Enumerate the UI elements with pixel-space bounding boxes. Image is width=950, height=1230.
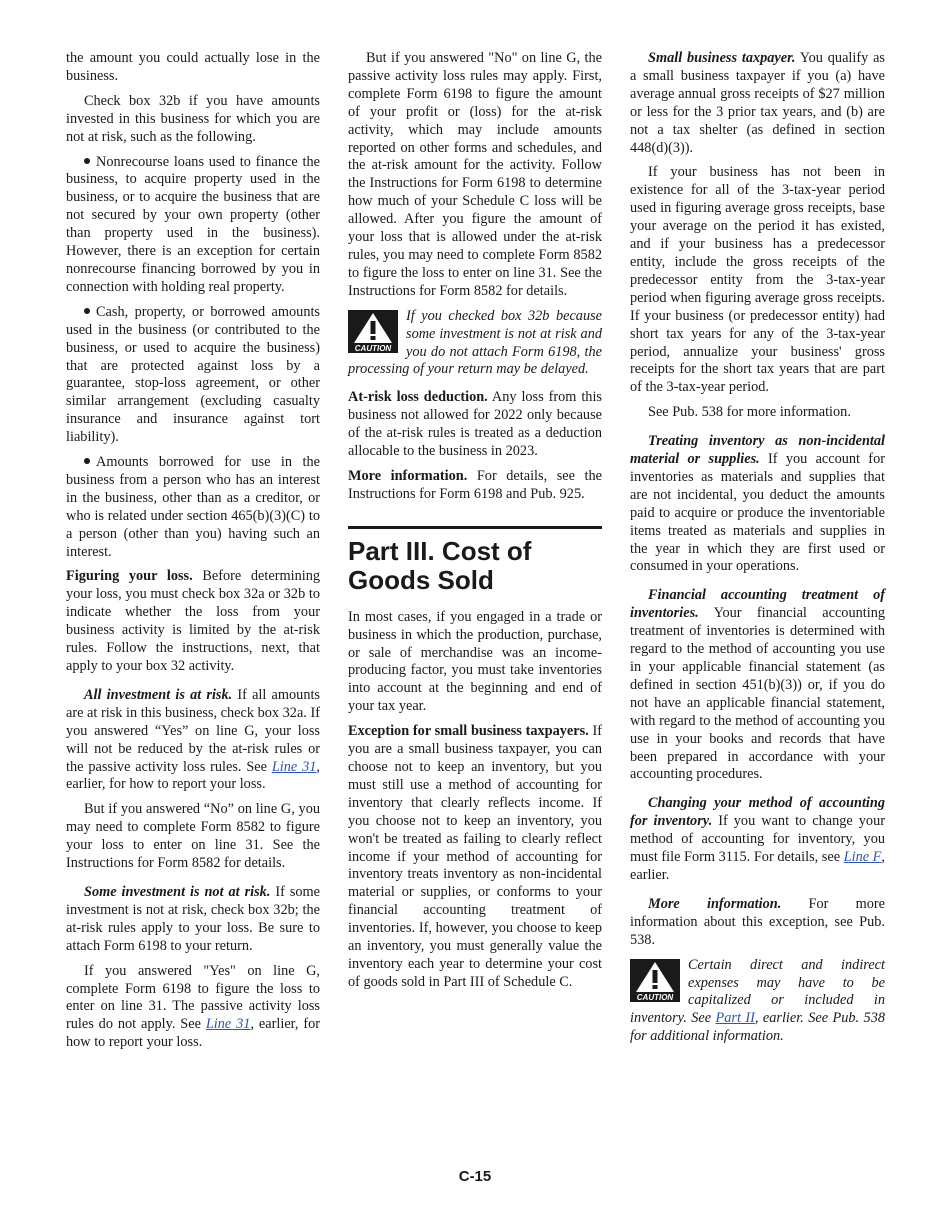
paragraph: If your business has not been in existence for all of the 3-tax-year period used in figuring average gross receipts, base your average on the period it has existed, and if your business has a predecessor entity, include the gross receipts of the predecessor entity from the 3-tax-year period when figuring average gross receipts. If your business (or predecessor entity) had short tax years for any of the 3-tax-year period, annualize your business' gross receipts for the short tax years that are part of the 3-tax-year period. — [630, 164, 885, 396]
paragraph-changing-method: Changing your method of accounting for inventory. If you want to change your method of accounting for inventory, you must file Form 3115. For details, see Line F, earlier. — [630, 795, 885, 883]
section-divider — [348, 526, 602, 529]
line-31-link[interactable]: Line 31 — [205, 1016, 251, 1033]
page-number: C-15 — [458, 1168, 492, 1185]
run-in-heading: Financial accounting treatment of inventories. — [630, 587, 885, 622]
run-in-heading: More information. — [648, 895, 782, 912]
run-in-heading: Small business taxpayer. — [648, 50, 796, 66]
run-in-heading: All investment is at risk. — [84, 686, 233, 703]
bullet-item: Amounts borrowed for use in the business from a person who has an interest in the business, other than as a creditor, or who is related under section 465(b)(3)(C) to a person (other than you) having such an interest. — [66, 454, 320, 560]
run-in-heading: Some investment is not at risk. — [84, 883, 271, 900]
run-in-heading: More information. — [348, 467, 468, 484]
svg-text:CAUTION: CAUTION — [354, 343, 392, 353]
bullet-item: Nonrecourse loans used to finance the business, to acquire property used in the business, or to acquire the business that are not secured by your own property (other than property used in the business). However, there is an exception for certain nonrecourse financing borrowed by you in connection with holding real property. — [66, 153, 320, 295]
paragraph-treating-inventory: Treating inventory as non-incidental material or supplies. If you account for inventories as materials and supplies that are not incidental, you deduct the amounts paid to acquire or produce the inventoriable items treated as materials and supplies in the year in which they are first used or consumed in your operations. — [630, 433, 885, 575]
run-in-heading: Figuring your loss. — [66, 568, 193, 585]
svg-text:CAUTION: CAUTION — [636, 992, 674, 1002]
run-in-heading: Treating inventory as non-incidental material or supplies. — [630, 433, 885, 468]
paragraph-more-information: More information. For details, see the Instructions for Form 6198 and Pub. 925. — [348, 467, 602, 502]
paragraph: See Pub. 538 for more information. — [648, 404, 851, 421]
bullet-icon — [84, 158, 90, 164]
paragraph-figuring-loss: Figuring your loss. Before determining your loss, you must check box 32a or 32b to indicate whether the loss from your business activity is limited by the at-risk rules. Follow the instructions, next, that apply to your box 32 activity. — [66, 568, 320, 674]
column-2 — [348, 50, 602, 999]
paragraph: In most cases, if you engaged in a trade or business in which the production, purchase, or sale of merchandise was an income-producing factor, you must take inventories into account at the beginning and end of your tax year. — [348, 608, 602, 715]
paragraph-more-information: More information. For more information about this exception, see Pub. 538. — [630, 895, 885, 948]
paragraph-at-risk-deduction: At-risk loss deduction. Any loss from this business not allowed for 2022 only because of the at-risk rules is treated as a deduction allocable to the business in 2023. — [348, 389, 602, 460]
column-1 — [66, 50, 320, 1059]
paragraph: If you answered "Yes" on line G, complete Form 6198 to figure the loss to enter on line 31. The passive activity loss rules do not apply. See Line 31, earlier, for how to report your loss. — [66, 962, 320, 1051]
caution-icon — [348, 310, 398, 353]
run-in-heading: At-risk loss deduction. — [348, 389, 488, 406]
caution-text: If you checked box 32b because some investment is not at risk and you do not attach Form 6198, the processing of your return may be delayed. — [348, 307, 602, 378]
part-ii-link[interactable]: Part II — [715, 1010, 755, 1027]
line-31-link[interactable]: Line 31 — [271, 758, 317, 775]
paragraph-exception: Exception for small business taxpayers. If you are a small business taxpayer, you can choose not to keep an inventory, but you must still use a method of accounting for inventory that clearly reflects income. If you choose not to keep an inventory, you won't be treated as failing to clearly reflect income if your method of accounting for inventory treats inventory as non-incidental material or supplies, or conforms to your financial accounting treatment of inventories. If, however, you choose to keep an inventory, you must generally value the inventory each year to determine your cost of goods sold in Part III of Schedule C. — [348, 723, 602, 990]
run-in-heading: Exception for small business taxpayers. — [348, 723, 589, 740]
paragraph: But if you answered "No" on line G, the passive activity loss rules may apply. First, complete Form 6198 to figure the amount of your profit or (loss) for the at-risk activity, which may include amounts reported on other forms and schedules, and the at-risk amount for the activity. Follow the Instructions for Form 6198 to determine how much of your Schedule C loss will be allowed. After you figure the amount of your loss that is allowed under the at-risk rules, you may need to complete Form 8582 to figure the loss to enter on line 31. See the Instructions for Form 8582 for details. — [348, 50, 602, 299]
paragraph-small-business: Small business taxpayer. You qualify as a small business taxpayer if you (a) have average annual gross receipts of $27 million or less for the 3 prior tax years, and (b) are not a tax shelter (as defined in section 448(d)(3)). — [630, 50, 885, 156]
bullet-item: Cash, property, or borrowed amounts used in the business (or contributed to the business, or used to acquire the business) that are protected against loss by a guarantee, stop-loss agreement, or other similar arrangement (excluding casualty insurance and insurance against tort liability). — [66, 303, 320, 446]
line-f-link[interactable]: Line F — [843, 849, 882, 866]
bullet-icon — [84, 458, 90, 464]
caution-note: CAUTION Certain direct and indirect expenses may have to be capitalized or included in inventory. See Part II, earlier. See Pub. 538 for additional information. — [630, 956, 885, 1045]
paragraph-all-at-risk: All investment is at risk. If all amounts are at risk in this business, check box 32a. If you answered “Yes” on line G, your loss will not be reduced by the at-risk rules or the passive activity loss rules. See Line 31, earlier, for how to report your loss. — [66, 686, 320, 793]
bullet-icon — [84, 308, 90, 314]
column-3 — [630, 50, 885, 1056]
run-in-heading: Changing your method of accounting for inventory. — [630, 795, 885, 830]
paragraph: the amount you could actually lose in the business. — [66, 50, 320, 84]
paragraph: Check box 32b if you have amounts invested in this business for which you are not at risk, such as the following. — [66, 92, 320, 145]
caution-icon — [630, 959, 680, 1002]
paragraph: But if you answered “No” on line G, you may need to complete Form 8582 to figure your loss to enter on line 31. See the Instructions for Form 8582 for details. — [66, 801, 320, 872]
section-title: Part III. Cost of Goods Sold — [348, 535, 532, 595]
paragraph-some-not-at-risk: Some investment is not at risk. If some investment is not at risk, check box 32b; the at-risk rules apply to your loss. Be sure to attach Form 6198 to your return. — [66, 883, 321, 954]
caution-note — [348, 308, 602, 380]
paragraph-financial-accounting: Financial accounting treatment of inventories. Your financial accounting treatment of inventories is determined with regard to the method of accounting you use in your applicable financial statement (as defined in section 451(b)(3)) or, if you do not have an applicable financial statement, with regard to the method of accounting you use in your books and records that have been prepared in accordance with your accounting procedures. — [630, 587, 885, 783]
